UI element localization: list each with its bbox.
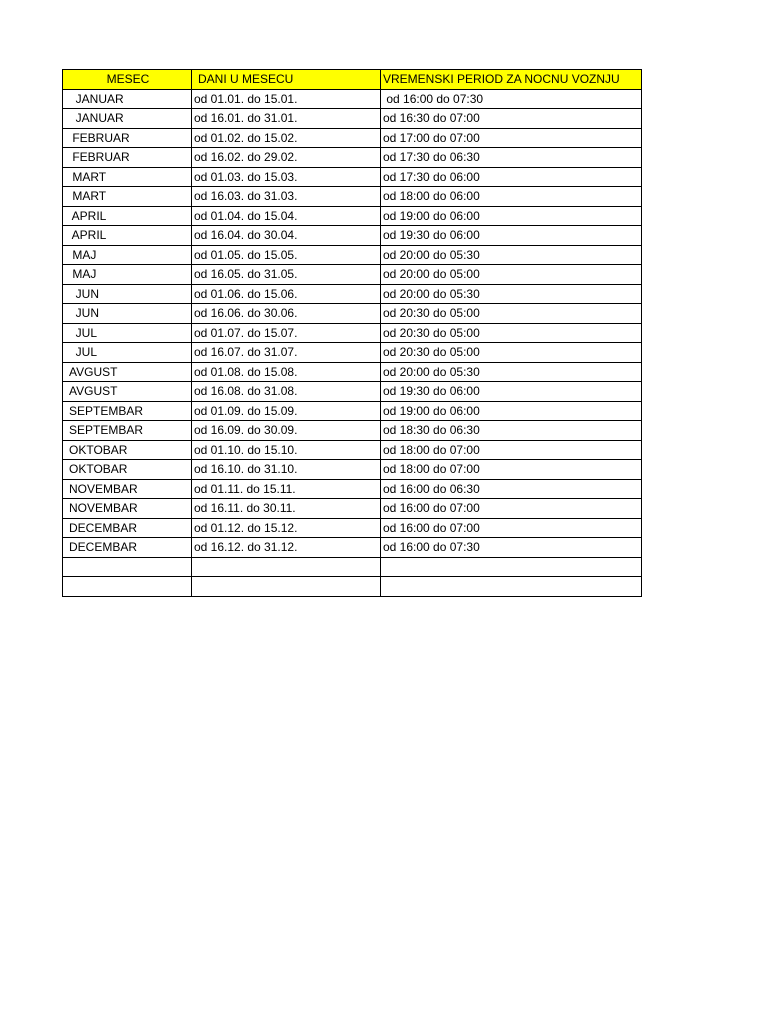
period-cell: od 16:00 do 07:00: [381, 499, 642, 519]
table-row: [63, 89, 642, 109]
period-cell: od 20:30 do 05:00: [381, 304, 642, 324]
period-cell: od 18:00 do 07:00: [381, 440, 642, 460]
days-cell: od 16.12. do 31.12.: [192, 538, 381, 558]
days-cell: od 16.04. do 30.04.: [192, 226, 381, 246]
month-cell: JUN: [63, 284, 192, 304]
days-cell: od 01.11. do 15.11.: [192, 479, 381, 499]
period-cell: [381, 557, 642, 577]
month-cell: SEPTEMBAR: [63, 421, 192, 441]
period-cell: [381, 577, 642, 597]
period-cell: od 16:00 do 06:30: [381, 479, 642, 499]
table-row: [63, 382, 642, 402]
table-row: [63, 479, 642, 499]
period-cell: od 18:30 do 06:30: [381, 421, 642, 441]
table-row: [63, 226, 642, 246]
period-cell: od 17:30 do 06:30: [381, 148, 642, 168]
month-cell: MAJ: [63, 245, 192, 265]
days-cell: od 01.07. do 15.07.: [192, 323, 381, 343]
header-days: DANI U MESECU: [192, 70, 381, 90]
days-cell: od 16.05. do 31.05.: [192, 265, 381, 285]
days-cell: od 01.05. do 15.05.: [192, 245, 381, 265]
period-cell: od 20:00 do 05:30: [381, 284, 642, 304]
month-cell: JUL: [63, 343, 192, 363]
period-cell: od 18:00 do 06:00: [381, 187, 642, 207]
table-row: [63, 577, 642, 597]
period-cell: od 20:00 do 05:00: [381, 265, 642, 285]
month-cell: AVGUST: [63, 362, 192, 382]
header-period: VREMENSKI PERIOD ZA NOCNU VOZNJU: [381, 70, 642, 90]
days-cell: od 16.08. do 31.08.: [192, 382, 381, 402]
table-row: [63, 109, 642, 129]
period-cell: od 16:30 do 07:00: [381, 109, 642, 129]
table-row: [63, 343, 642, 363]
night-driving-table: [62, 69, 642, 597]
month-cell: APRIL: [63, 226, 192, 246]
month-cell: MART: [63, 187, 192, 207]
table-row: [63, 128, 642, 148]
table-row: [63, 401, 642, 421]
days-cell: od 01.12. do 15.12.: [192, 518, 381, 538]
table-row: [63, 440, 642, 460]
days-cell: od 01.01. do 15.01.: [192, 89, 381, 109]
month-cell: FEBRUAR: [63, 128, 192, 148]
days-cell: od 16.03. do 31.03.: [192, 187, 381, 207]
table-row: [63, 518, 642, 538]
table-row: [63, 323, 642, 343]
header-month: MESEC: [63, 70, 192, 90]
table-body: [63, 89, 642, 596]
header-row: [63, 70, 642, 90]
period-cell: od 17:30 do 06:00: [381, 167, 642, 187]
month-cell: NOVEMBAR: [63, 499, 192, 519]
days-cell: [192, 577, 381, 597]
table-row: [63, 167, 642, 187]
days-cell: od 01.04. do 15.04.: [192, 206, 381, 226]
period-cell: od 16:00 do 07:30: [381, 538, 642, 558]
table-row: [63, 421, 642, 441]
month-cell: [63, 557, 192, 577]
table-row: [63, 148, 642, 168]
table-row: [63, 460, 642, 480]
table-row: [63, 187, 642, 207]
table-row: [63, 265, 642, 285]
month-cell: AVGUST: [63, 382, 192, 402]
period-cell: od 17:00 do 07:00: [381, 128, 642, 148]
period-cell: od 19:30 do 06:00: [381, 382, 642, 402]
month-cell: OKTOBAR: [63, 440, 192, 460]
days-cell: od 01.03. do 15.03.: [192, 167, 381, 187]
period-cell: od 20:00 do 05:30: [381, 245, 642, 265]
period-cell: od 19:00 do 06:00: [381, 401, 642, 421]
table-row: [63, 245, 642, 265]
month-cell: JANUAR: [63, 89, 192, 109]
month-cell: OKTOBAR: [63, 460, 192, 480]
period-cell: od 20:00 do 05:30: [381, 362, 642, 382]
month-cell: JANUAR: [63, 109, 192, 129]
month-cell: SEPTEMBAR: [63, 401, 192, 421]
table-row: [63, 284, 642, 304]
period-cell: od 20:30 do 05:00: [381, 343, 642, 363]
period-cell: od 18:00 do 07:00: [381, 460, 642, 480]
month-cell: DECEMBAR: [63, 538, 192, 558]
month-cell: MAJ: [63, 265, 192, 285]
days-cell: od 01.09. do 15.09.: [192, 401, 381, 421]
period-cell: od 16:00 do 07:30: [381, 89, 642, 109]
days-cell: od 16.01. do 31.01.: [192, 109, 381, 129]
days-cell: od 16.07. do 31.07.: [192, 343, 381, 363]
table-row: [63, 499, 642, 519]
month-cell: MART: [63, 167, 192, 187]
days-cell: od 16.10. do 31.10.: [192, 460, 381, 480]
period-cell: od 16:00 do 07:00: [381, 518, 642, 538]
table-row: [63, 206, 642, 226]
month-cell: [63, 577, 192, 597]
days-cell: od 01.08. do 15.08.: [192, 362, 381, 382]
period-cell: od 20:30 do 05:00: [381, 323, 642, 343]
month-cell: NOVEMBAR: [63, 479, 192, 499]
days-cell: od 16.02. do 29.02.: [192, 148, 381, 168]
period-cell: od 19:00 do 06:00: [381, 206, 642, 226]
month-cell: APRIL: [63, 206, 192, 226]
table-row: [63, 304, 642, 324]
days-cell: od 01.06. do 15.06.: [192, 284, 381, 304]
days-cell: od 01.02. do 15.02.: [192, 128, 381, 148]
days-cell: od 16.06. do 30.06.: [192, 304, 381, 324]
month-cell: JUN: [63, 304, 192, 324]
days-cell: od 16.11. do 30.11.: [192, 499, 381, 519]
table-row: [63, 362, 642, 382]
period-cell: od 19:30 do 06:00: [381, 226, 642, 246]
month-cell: FEBRUAR: [63, 148, 192, 168]
table-row: [63, 538, 642, 558]
month-cell: DECEMBAR: [63, 518, 192, 538]
month-cell: JUL: [63, 323, 192, 343]
days-cell: [192, 557, 381, 577]
table-row: [63, 557, 642, 577]
days-cell: od 16.09. do 30.09.: [192, 421, 381, 441]
days-cell: od 01.10. do 15.10.: [192, 440, 381, 460]
